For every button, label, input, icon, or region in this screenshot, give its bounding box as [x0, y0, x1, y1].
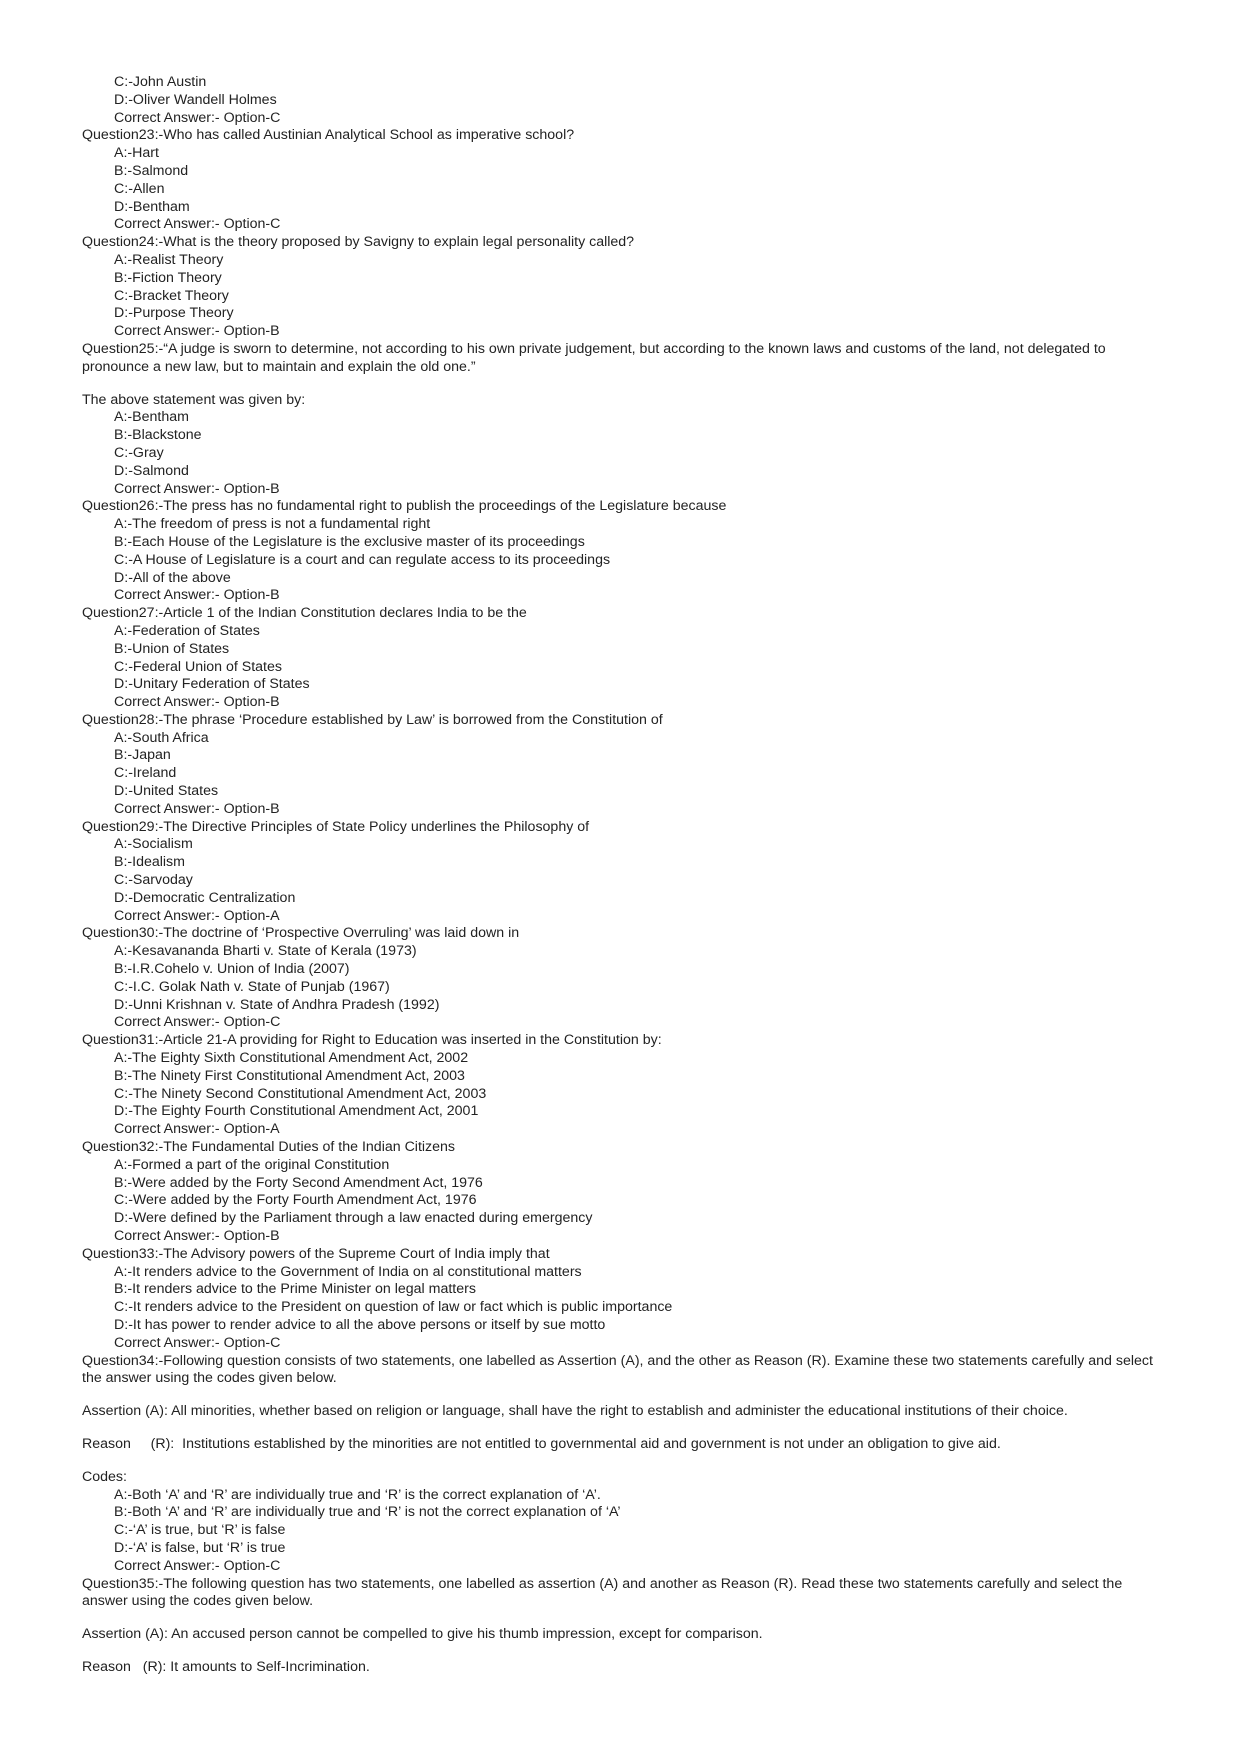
option-item: A:-Formed a part of the original Constitution [114, 1156, 390, 1173]
option-item: D:-Purpose Theory [114, 305, 234, 322]
option-item: B:-Union of States [114, 640, 230, 657]
paragraph-gap [82, 1421, 1162, 1436]
option-item: A:-The freedom of press is not a fundamental right [114, 516, 431, 533]
assertion-statement: Assertion (A): An accused person cannot be compelled to give his thumb impression, except for comparison. [82, 1626, 763, 1643]
option-item: A:-Bentham [114, 409, 189, 426]
question-text: Question31:-Article 21-A providing for Right to Education was inserted in the Constitution by: [82, 1032, 662, 1049]
option-item: C:-Gray [114, 444, 164, 461]
option-item: D:-Were defined by the Parliament through a law enacted during emergency [114, 1210, 593, 1227]
option-item: C:-I.C. Golak Nath v. State of Punjab (1967) [114, 978, 390, 995]
option-item: B:-I.R.Cohelo v. Union of India (2007) [114, 961, 350, 978]
paragraph-gap [82, 1454, 1162, 1469]
codes-label: Codes: [82, 1468, 127, 1485]
question-text: Question25:-“A judge is sworn to determine, not according to his own private judgement, but according to the known laws and customs of the land, not delegated to pronounce a new law, but to maintain and explain the old one.” [82, 340, 1106, 375]
option-item: C:-Were added by the Forty Fourth Amendment Act, 1976 [114, 1192, 477, 1209]
correct-answer: Correct Answer:- Option-C [114, 1014, 281, 1031]
paragraph-gap [82, 377, 1162, 392]
correct-answer: Correct Answer:- Option-C [114, 216, 281, 233]
option-item: A:-The Eighty Sixth Constitutional Amendment Act, 2002 [114, 1050, 469, 1067]
option-item: C:-‘A’ is true, but ‘R’ is false [114, 1522, 286, 1539]
option-item: C:-Ireland [114, 765, 177, 782]
correct-answer: Correct Answer:- Option-B [114, 323, 280, 340]
correct-answer: Correct Answer:- Option-B [114, 587, 280, 604]
reason-statement: Reason (R): It amounts to Self-Incrimination. [82, 1658, 370, 1675]
correct-answer: Correct Answer:- Option-B [114, 1228, 280, 1244]
question-statement: The above statement was given by: [82, 391, 306, 408]
question-text: Question32:-The Fundamental Duties of the Indian Citizens [82, 1139, 456, 1156]
option-item: A:-Kesavananda Bharti v. State of Kerala (1973) [114, 943, 417, 960]
question-text: Question33:-The Advisory powers of the Supreme Court of India imply that [82, 1245, 550, 1262]
option-item: A:-Socialism [114, 836, 193, 853]
option-item: C:-Bracket Theory [114, 287, 229, 304]
option-item: A:-Realist Theory [114, 251, 224, 268]
correct-answer: Correct Answer:- Option-A [114, 1121, 280, 1138]
option-item: B:-Idealism [114, 854, 185, 871]
paragraph-gap [82, 1388, 1162, 1403]
correct-answer: Correct Answer:- Option-C [114, 1334, 281, 1351]
option-item: A:-Federation of States [114, 622, 260, 639]
question-text: Question29:-The Directive Principles of State Policy underlines the Philosophy of [82, 818, 590, 835]
option-item: B:-Each House of the Legislature is the exclusive master of its proceedings [114, 533, 585, 550]
correct-answer: Correct Answer:- Option-B [114, 480, 280, 497]
option-item: B:-Salmond [114, 162, 189, 179]
question-text: Question28:-The phrase ‘Procedure established by Law’ is borrowed from the Constitution of [82, 711, 663, 728]
option-item: C:-The Ninety Second Constitutional Amendment Act, 2003 [114, 1085, 487, 1102]
option-item: D:-All of the above [114, 569, 231, 586]
option-item: D:-Salmond [114, 462, 189, 479]
paragraph-gap [82, 1611, 1162, 1626]
option-item: B:-Were added by the Forty Second Amendment Act, 1976 [114, 1174, 483, 1191]
option-item: B:-It renders advice to the Prime Minister on legal matters [114, 1281, 476, 1298]
option-item: C:-John Austin [114, 74, 207, 90]
question-text: Question23:-Who has called Austinian Analytical School as imperative school? [82, 127, 575, 144]
option-item: A:-It renders advice to the Government of India on al constitutional matters [114, 1263, 582, 1280]
correct-answer: Correct Answer:- Option-C [114, 1557, 281, 1574]
option-item: D:-Unitary Federation of States [114, 676, 310, 693]
option-item: D:-‘A’ is false, but ‘R’ is true [114, 1539, 286, 1556]
option-item: B:-Both ‘A’ and ‘R’ are individually true and ‘R’ is not the correct explanation of ‘A’ [114, 1504, 621, 1521]
option-item: C:-Allen [114, 180, 165, 197]
option-item: D:-Oliver Wandell Holmes [114, 91, 277, 108]
assertion-statement: Assertion (A): All minorities, whether based on religion or language, shall have the right to establish and administer the educational institutions of their choice. [82, 1403, 1068, 1420]
option-item: D:-It has power to render advice to all the above persons or itself by sue motto [114, 1316, 606, 1333]
option-item: A:-Both ‘A’ and ‘R’ are individually true and ‘R’ is the correct explanation of ‘A’. [114, 1486, 601, 1503]
option-item: C:-Sarvoday [114, 872, 193, 889]
correct-answer: Correct Answer:- Option-B [114, 694, 280, 711]
correct-answer: Correct Answer:- Option-C [114, 109, 281, 126]
option-item: D:-United States [114, 783, 219, 800]
option-item: D:-Democratic Centralization [114, 889, 296, 906]
option-item: D:-Unni Krishnan v. State of Andhra Pradesh (1992) [114, 996, 440, 1013]
option-item: C:-It renders advice to the President on question of law or fact which is public importance [114, 1299, 673, 1316]
question-text: Question35:-The following question has two statements, one labelled as assertion (A) and another as Reason (R). Read these two statements carefully and select the answer using the codes given below. [82, 1575, 1123, 1610]
question-text: Question24:-What is the theory proposed by Savigny to explain legal personality called? [82, 234, 635, 251]
option-item: D:-Bentham [114, 198, 190, 215]
option-item: A:-South Africa [114, 729, 209, 746]
option-item: B:-Japan [114, 747, 171, 764]
question-text: Question26:-The press has no fundamental right to publish the proceedings of the Legislature because [82, 498, 727, 515]
paragraph-gap [82, 1644, 1162, 1659]
correct-answer: Correct Answer:- Option-A [114, 907, 280, 924]
reason-statement: Reason (R): Institutions established by the minorities are not entitled to governmental aid and government is not under an obligation to give aid. [82, 1435, 1001, 1452]
question-text: Question34:-Following question consists of two statements, one labelled as Assertion (A), and the other as Reason (R). Examine these two statements carefully and select the answer using the codes given below. [82, 1352, 1153, 1387]
correct-answer: Correct Answer:- Option-B [114, 800, 280, 817]
question-text: Question30:-The doctrine of ‘Prospective Overruling’ was laid down in [82, 925, 520, 942]
option-item: D:-The Eighty Fourth Constitutional Amendment Act, 2001 [114, 1103, 479, 1120]
document-page [82, 74, 1162, 1677]
option-item: B:-The Ninety First Constitutional Amendment Act, 2003 [114, 1067, 465, 1084]
question-text: Question27:-Article 1 of the Indian Constitution declares India to be the [82, 605, 527, 622]
option-item: A:-Hart [114, 145, 159, 162]
option-item: C:-Federal Union of States [114, 658, 282, 675]
option-item: B:-Fiction Theory [114, 269, 222, 286]
option-item: C:-A House of Legislature is a court and can regulate access to its proceedings [114, 551, 611, 568]
option-item: B:-Blackstone [114, 427, 202, 444]
